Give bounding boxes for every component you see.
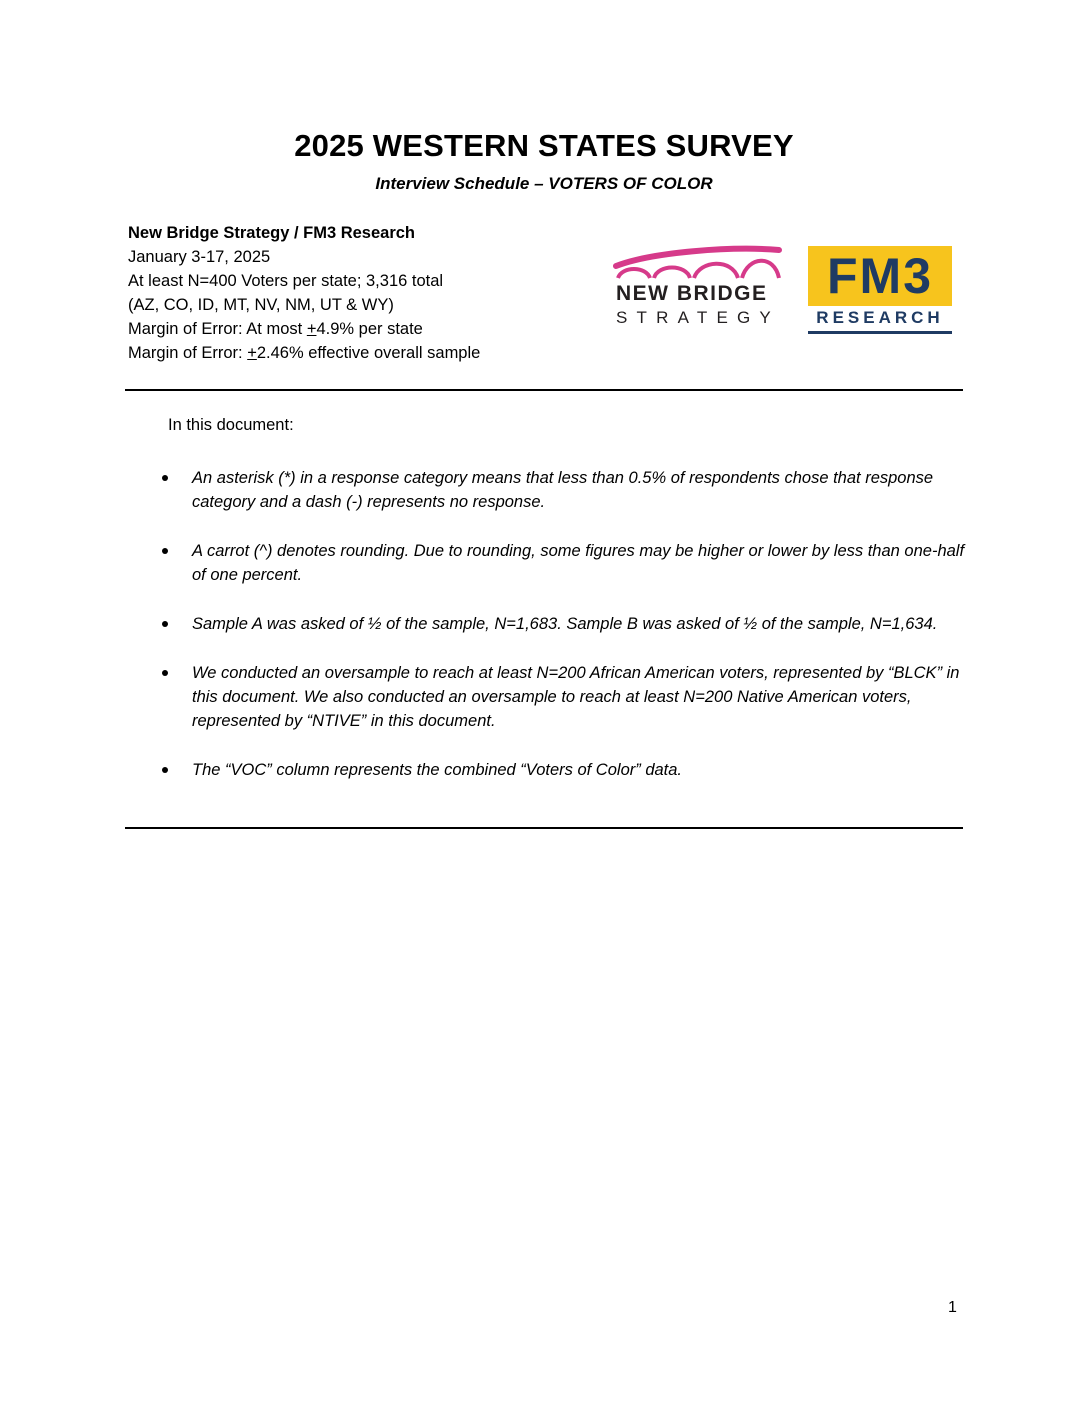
- page-number: 1: [948, 1299, 957, 1316]
- note-text: We conducted an oversample to reach at least N=200 African American voters, represented by “BLCK” in this document. We also conducted an oversample to reach at least N=200 Native American voters, represented by “NTIVE” in this document.: [192, 664, 960, 730]
- logo-underline: [808, 331, 952, 334]
- plus-minus-sign: +: [306, 320, 317, 338]
- bottom-divider: [125, 827, 963, 829]
- fm3-research-logo: [808, 246, 952, 336]
- moe-state-value: 4.9% per state: [316, 320, 423, 338]
- bullet-icon: [162, 621, 168, 627]
- survey-dates: January 3-17, 2025: [128, 248, 271, 266]
- states-list: (AZ, CO, ID, MT, NV, NM, UT & WY): [128, 296, 394, 314]
- plus-minus-sign: +: [247, 344, 257, 362]
- bullet-icon: [162, 548, 168, 554]
- document-title: 2025 WESTERN STATES SURVEY: [294, 128, 794, 163]
- moe-state-prefix: Margin of Error: At most: [128, 320, 307, 338]
- sample-size: At least N=400 Voters per state; 3,316 total: [128, 272, 444, 290]
- new-bridge-strategy-logo: [612, 244, 787, 334]
- list-item: [160, 758, 965, 782]
- bullet-icon: [162, 767, 168, 773]
- logo-text-fm3: FM3: [827, 248, 933, 304]
- logo-text-strategy: STRATEGY: [616, 308, 780, 327]
- logo-text-research: RESEARCH: [816, 308, 944, 327]
- survey-info-block: [128, 221, 480, 365]
- moe-overall-prefix: Margin of Error:: [128, 344, 248, 362]
- list-item: [160, 539, 965, 587]
- notes-list: [160, 466, 965, 807]
- document-subtitle: Interview Schedule – VOTERS OF COLOR: [375, 174, 713, 193]
- moe-overall-value: 2.46% effective overall sample: [256, 344, 481, 362]
- bullet-icon: [162, 475, 168, 481]
- margin-of-error-state: [128, 317, 480, 341]
- note-text: A carrot (^) denotes rounding. Due to rounding, some figures may be higher or lower by less than one-half of one percent.: [192, 542, 965, 584]
- note-text: Sample A was asked of ½ of the sample, N=1,683. Sample B was asked of ½ of the sample, N=1,634.: [192, 615, 938, 633]
- bullet-icon: [162, 670, 168, 676]
- intro-text: In this document:: [168, 416, 294, 434]
- note-text: The “VOC” column represents the combined “Voters of Color” data.: [192, 761, 683, 779]
- bridge-arches-icon: [612, 244, 787, 284]
- top-divider: [125, 389, 963, 391]
- list-item: [160, 466, 965, 514]
- list-item: [160, 612, 965, 636]
- note-text: An asterisk (*) in a response category means that less than 0.5% of respondents chose that response category and a dash (-) represents no response.: [192, 469, 934, 511]
- margin-of-error-overall: [128, 341, 480, 365]
- list-item: [160, 661, 965, 733]
- organization-name: New Bridge Strategy / FM3 Research: [128, 224, 416, 242]
- logo-text-new-bridge: NEW BRIDGE: [616, 282, 768, 305]
